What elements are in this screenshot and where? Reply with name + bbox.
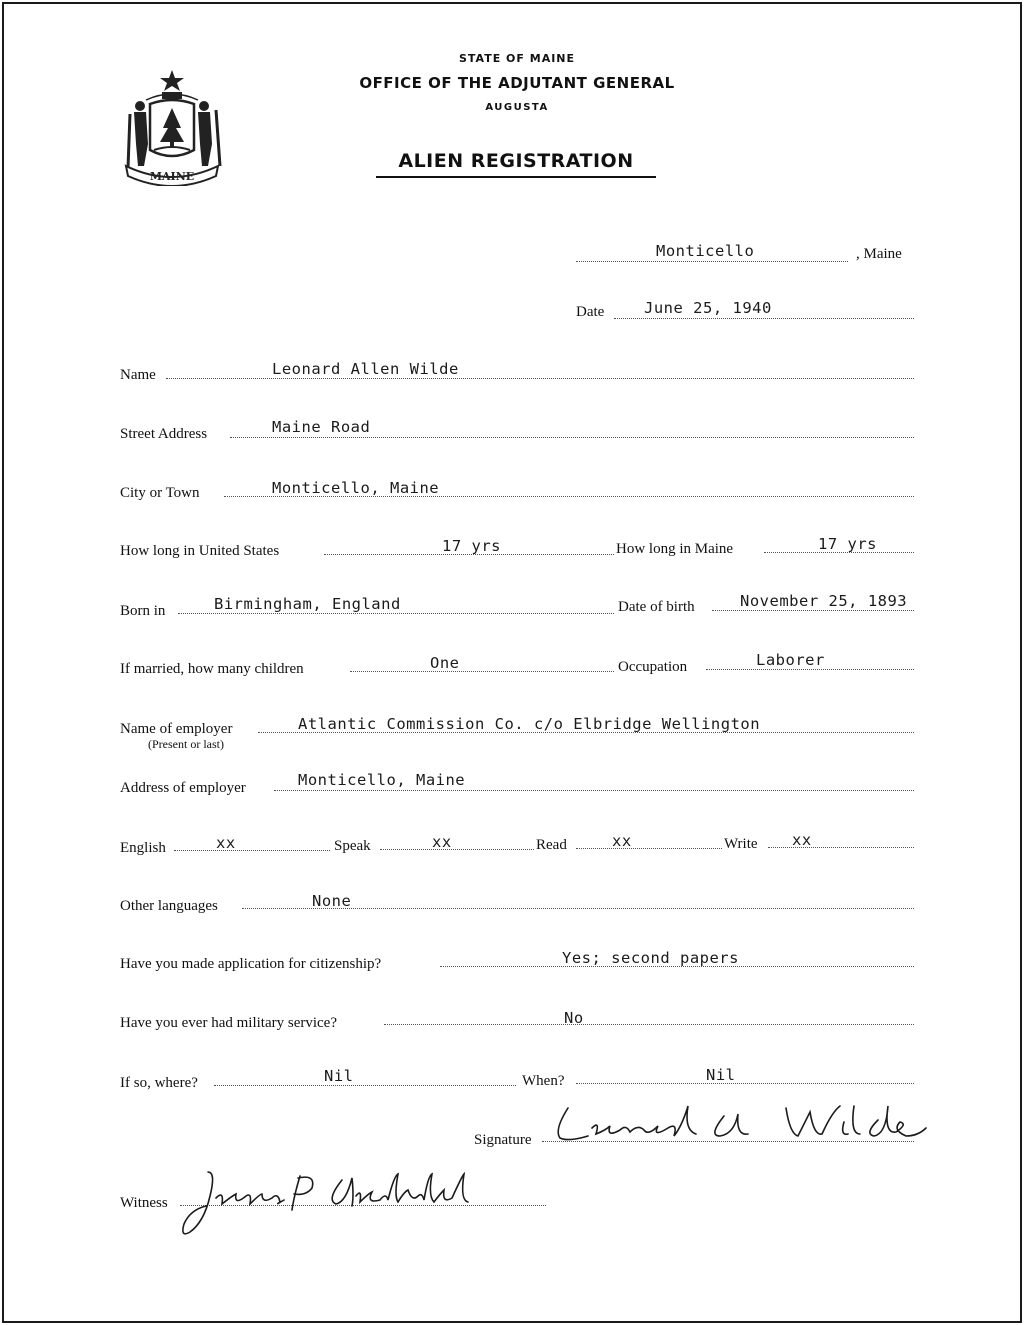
city-value: Monticello, Maine (272, 479, 440, 497)
signature-handwriting (548, 1100, 938, 1150)
svg-text:MAINE: MAINE (149, 170, 195, 183)
children-field-line (350, 671, 614, 672)
name-value: Leonard Allen Wilde (272, 360, 459, 378)
maine-time-label: How long in Maine (616, 541, 734, 557)
signature-label: Signature (474, 1132, 532, 1148)
date-value: June 25, 1940 (644, 299, 772, 317)
read-label: Read (536, 837, 567, 853)
employer-address-value: Monticello, Maine (298, 771, 466, 789)
other-languages-label: Other languages (120, 898, 218, 914)
citizenship-value: Yes; second papers (562, 949, 739, 967)
occupation-value: Laborer (756, 651, 825, 669)
born-in-field-line (178, 613, 614, 614)
office-heading: OFFICE OF THE ADJUTANT GENERAL (359, 74, 675, 92)
city-label: City or Town (120, 485, 200, 501)
city-heading: AUGUSTA (485, 102, 549, 113)
military-label: Have you ever had military service? (120, 1015, 337, 1031)
witness-handwriting (176, 1166, 476, 1242)
speak-field-line (380, 849, 534, 850)
where-field-line (214, 1085, 516, 1086)
write-value: xx (792, 831, 812, 849)
employer-address-field-line (274, 790, 914, 791)
where-value: Nil (324, 1067, 354, 1085)
english-field-line (174, 850, 330, 851)
title-underline (376, 176, 656, 178)
write-label: Write (724, 836, 758, 852)
born-in-label: Born in (120, 603, 166, 619)
form-title: ALIEN REGISTRATION (398, 150, 634, 172)
employer-address-label: Address of employer (120, 780, 246, 796)
born-in-value: Birmingham, England (214, 595, 401, 613)
dob-label: Date of birth (618, 599, 695, 615)
us-time-label: How long in United States (120, 543, 280, 559)
place-value: Monticello (656, 242, 755, 260)
employer-value: Atlantic Commission Co. c/o Elbridge Wellington (298, 715, 761, 733)
when-field-line (576, 1083, 914, 1084)
speak-value: xx (432, 833, 452, 851)
street-field-line (230, 437, 914, 438)
name-field-line (166, 378, 914, 379)
citizenship-label: Have you made application for citizenship? (120, 956, 382, 972)
children-value: One (430, 654, 460, 672)
name-label: Name (120, 367, 156, 383)
speak-label: Speak (334, 838, 371, 854)
maine-seal-icon (116, 66, 228, 186)
employer-label: Name of employer (120, 721, 233, 737)
read-field-line (576, 848, 722, 849)
military-value: No (564, 1009, 584, 1027)
write-field-line (768, 847, 914, 848)
dob-value: November 25, 1893 (740, 592, 908, 610)
occupation-field-line (706, 669, 914, 670)
state-heading: STATE OF MAINE (458, 52, 576, 65)
military-field-line (384, 1024, 914, 1025)
english-value: xx (216, 834, 236, 852)
children-label: If married, how many children (120, 661, 304, 677)
date-label: Date (576, 304, 605, 320)
us-time-value: 17 yrs (442, 537, 501, 555)
occupation-label: Occupation (618, 659, 688, 675)
dob-field-line (712, 610, 914, 611)
employer-sublabel: (Present or last) (148, 737, 224, 751)
where-label: If so, where? (120, 1075, 198, 1091)
witness-label: Witness (120, 1195, 168, 1211)
when-value: Nil (706, 1066, 736, 1084)
street-value: Maine Road (272, 418, 371, 436)
date-field-line (614, 318, 914, 319)
maine-time-value: 17 yrs (818, 535, 877, 553)
when-label: When? (522, 1073, 565, 1089)
place-suffix: , Maine (856, 246, 902, 262)
english-label: English (120, 840, 166, 856)
other-languages-value: None (312, 892, 352, 910)
street-label: Street Address (120, 426, 208, 442)
read-value: xx (612, 832, 632, 850)
place-field-line (576, 261, 848, 262)
